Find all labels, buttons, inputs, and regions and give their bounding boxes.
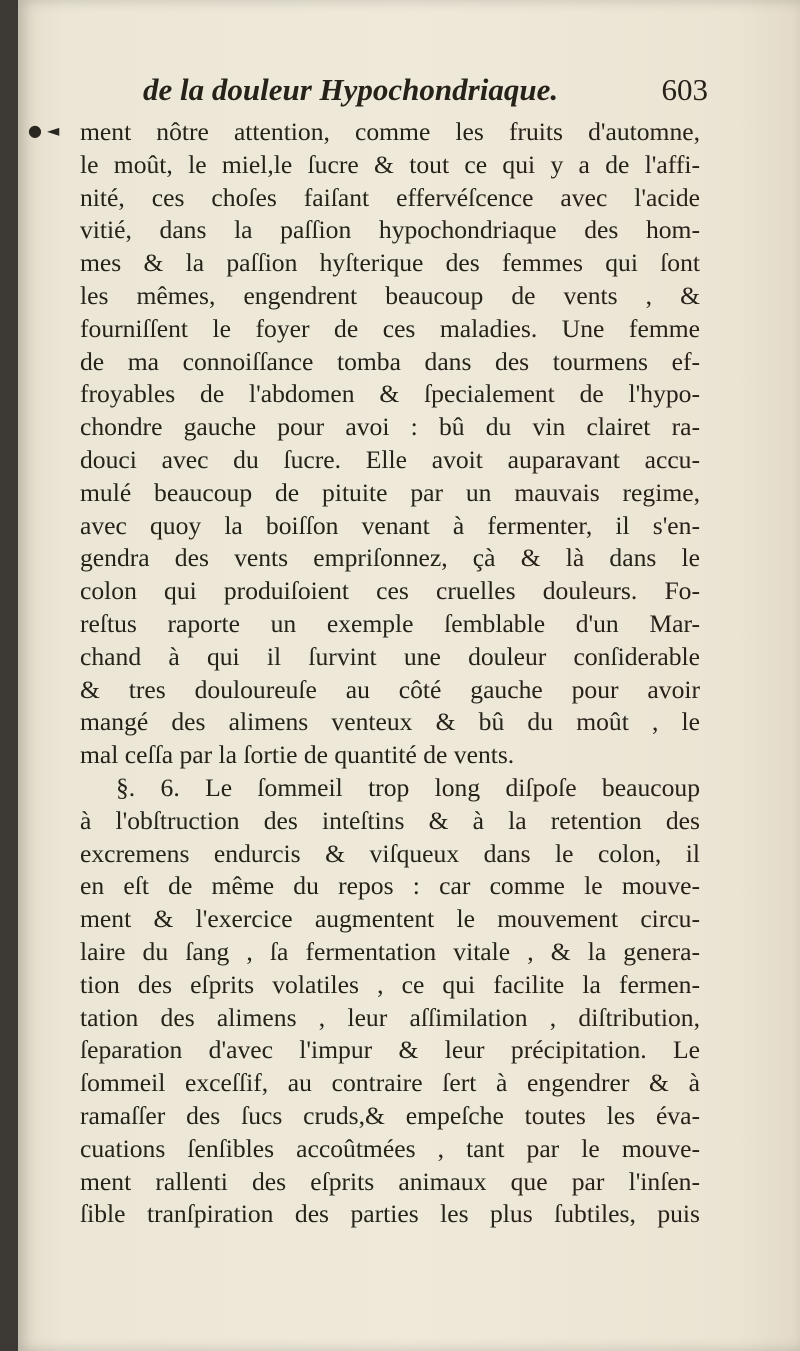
body-text — [80, 116, 700, 1231]
text-line: mal ceſſa par la ſortie de quantité de vents. — [80, 740, 515, 770]
text-line: tation des alimens , leur aſſimilation , diſtribution, — [80, 1002, 700, 1032]
text-line: ramaſſer des ſucs cruds,& empeſche toutes les éva- — [80, 1100, 700, 1130]
text-line: mulé beaucoup de pituite par un mauvais regime, — [80, 477, 700, 507]
text-line: à l'obſtruction des inteſtins & à la retention des — [80, 805, 700, 835]
text-line: le moût, le miel,le ſucre & tout ce qui y a de l'affi- — [80, 149, 700, 179]
text-line: colon qui produiſoient ces cruelles douleurs. Fo- — [80, 576, 700, 606]
text-line: reſtus raporte un exemple ſemblable d'un Mar- — [80, 608, 700, 638]
text-line: mes & la paſſion hyſterique des femmes qui ſont — [80, 248, 700, 278]
text-line: les mêmes, engendrent beaucoup de vents , & — [80, 280, 700, 310]
text-line: tion des eſprits volatiles , ce qui facilite la fermen- — [80, 969, 700, 999]
running-title: de la douleur Hypochondriaque. — [143, 72, 559, 107]
text-line: froyables de l'abdomen & ſpecialement de l'hypo- — [80, 379, 700, 409]
text-line: chand à qui il ſurvint une douleur conſiderable — [80, 641, 700, 671]
book-page — [18, 0, 800, 1351]
paragraph-start-line: §. 6. Le ſommeil trop long diſpoſe beaucoup — [116, 772, 700, 802]
text-line: ment nôtre attention, comme les fruits d'automne, — [80, 117, 700, 146]
ink-smudge: ● ◄ — [28, 121, 60, 140]
text-line: nité, ces choſes faiſant effervéſcence avec l'acide — [80, 182, 700, 212]
text-line: gendra des vents empriſonnez, çà & là dans le — [80, 543, 700, 573]
text-line: de ma connoiſſance tomba dans des tourmens ef- — [80, 346, 700, 376]
text-line: laire du ſang , ſa fermentation vitale , & la genera- — [80, 936, 700, 966]
text-line: vitié, dans la paſſion hypochondriaque des hom- — [80, 215, 700, 245]
text-line: ſommeil exceſſif, au contraire ſert à engendrer & à — [80, 1068, 700, 1098]
page-number: 603 — [661, 72, 708, 107]
text-line: en eſt de même du repos : car comme le mouve- — [80, 871, 700, 901]
text-line: & tres douloureuſe au côté gauche pour avoir — [80, 674, 700, 704]
text-line: douci avec du ſucre. Elle avoit auparavant accu- — [80, 444, 700, 474]
text-line: excremens endurcis & viſqueux dans le colon, il — [80, 838, 700, 868]
text-line: fourniſſent le foyer de ces maladies. Une femme — [80, 313, 700, 343]
text-line: avec quoy la boiſſon venant à fermenter, il s'en- — [80, 510, 700, 540]
text-line: cuations ſenſibles accoûtmées , tant par le mouve- — [80, 1133, 700, 1163]
text-line: mangé des alimens venteux & bû du moût , le — [80, 707, 700, 737]
text-line: ment rallenti des eſprits animaux que par l'inſen- — [80, 1166, 700, 1196]
page-header — [143, 72, 708, 116]
text-line: ment & l'exercice augmentent le mouvement circu- — [80, 904, 700, 934]
text-line: ſeparation d'avec l'impur & leur précipitation. Le — [80, 1035, 700, 1065]
text-line: chondre gauche pour avoi : bû du vin clairet ra- — [80, 412, 700, 442]
text-line: ſible tranſpiration des parties les plus ſubtiles, puis — [80, 1199, 700, 1229]
